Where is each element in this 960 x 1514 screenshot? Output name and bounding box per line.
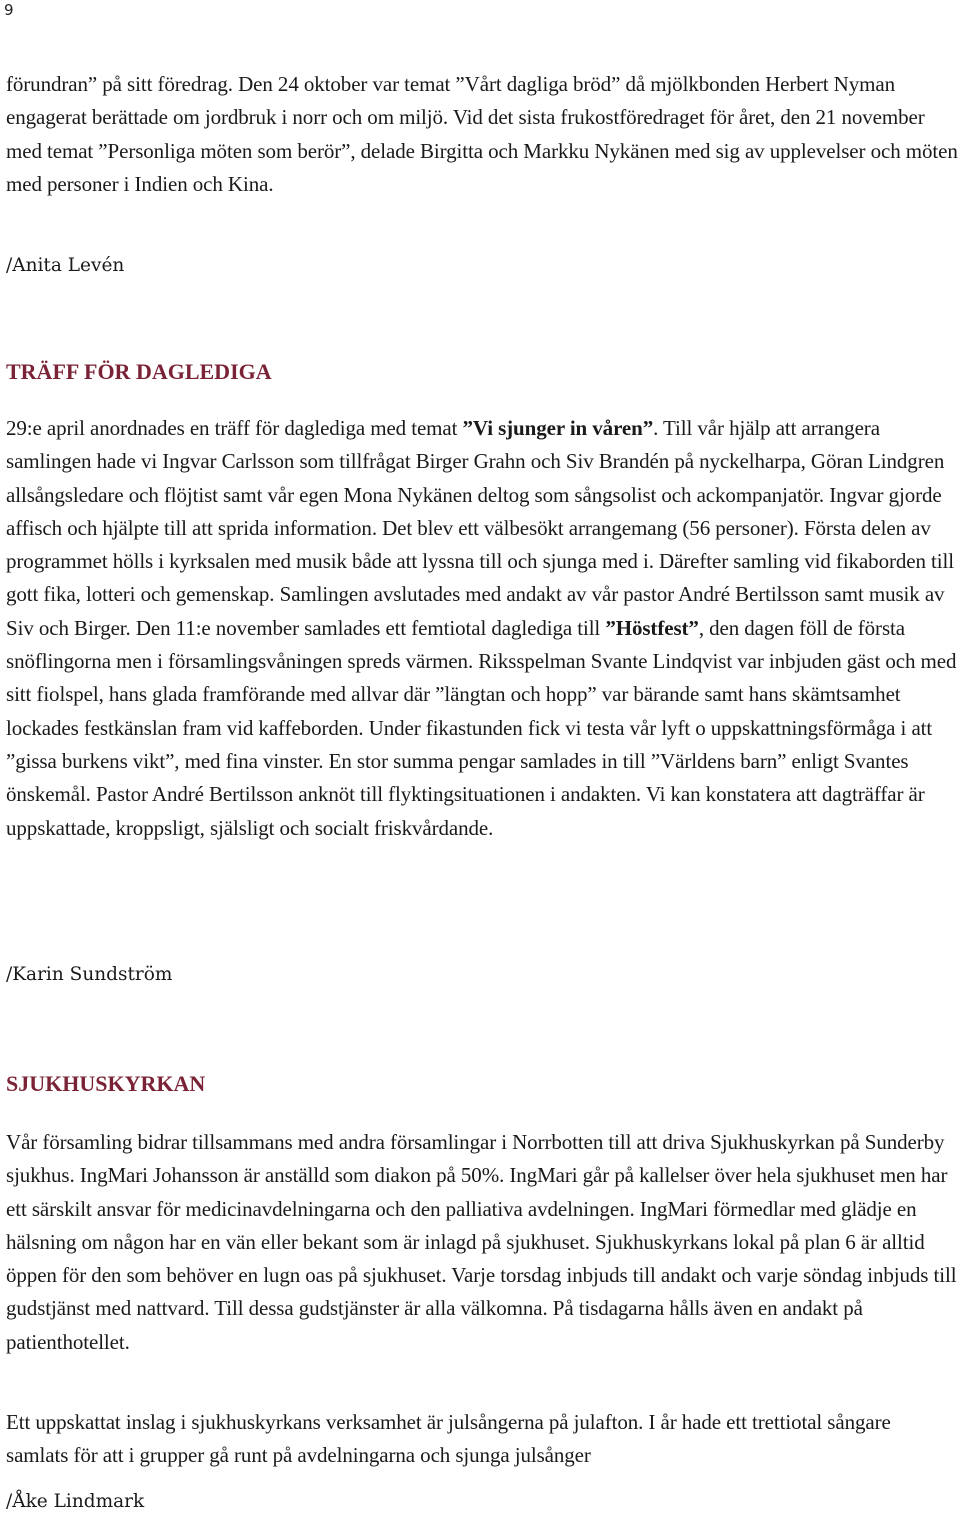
traff-paragraph [6, 412, 958, 845]
traff-text-middle: . Till vår hjälp att arrangera samlingen hade vi Ingvar Carlsson som tillfrågat Birger Grahn och Siv Brandén på nyckelharpa, Göran Lindgren allsångsledare och flöjtist samt vår egen Mona Nykänen deltog som sångsolist och ackompanjatör. Ingvar gjorde affisch och hjälpte till att sprida information. Det blev ett välbesökt arrangemang (56 personer). Första delen av programmet hölls i kyrksalen med musik både att lyssna till och sjunga med i. Därefter samling vid fikaborden till gott fika, lotteri och gemenskap. Samlingen avslutades med andakt av vår pastor André Bertilsson samt musik av Siv och Birger. Den 11:e november samlades ett femtiotal dagledigа till [6, 416, 954, 640]
traff-theme: ”Vi sjunger in våren” [462, 416, 654, 440]
section-heading-traff: TRÄFF FÖR DAGLEDIGA [6, 359, 272, 384]
signature-ake: /Åke Lindmark [6, 1491, 145, 1512]
intro-paragraph: förundran” på sitt föredrag. Den 24 oktober var temat ”Vårt dagliga bröd” då mjölkbonden Herbert Nyman engagerat berättade om jordbruk i norr och om miljö. Vid det sista frukostföredraget för året, den 21 november med temat ”Personliga möten som berör”, delade Birgitta och Markku Nykänen med sig av upplevelser och möten med personer i Indien och Kina. [6, 72, 958, 196]
traff-text-start: 29:e april anordnades en träff för dagledigа med temat [6, 416, 463, 440]
page-number: 9 [4, 1, 14, 19]
traff-hostfest: ”Höstfest” [605, 615, 699, 640]
traff-text-end: , den dagen föll de första snöflingorna men i församlingsvåningen spreds värmen. Riksspelman Svante Lindqvist var inbjuden gäst och med sitt fiolspel, hans glada framförande med allvar där ”längtan och hopp” var bärande samt hans skämtsamhet lockades festkänslan fram vid kaffeborden. Under fikastunden fick vi testa vår lyft o uppskattningsförmåga i att ”gissa burkens vikt”, med fina vinster. En stor summa pengar samlades in till ”Världens barn” enligt Svantes önskemål. Pastor André Bertilsson anknöt till flyktingsituationen i andakten. Vi kan konstatera att dagträffar är uppskattade, kroppsligt, själsligt och socialt friskvårdande. [6, 615, 957, 840]
signature-karin: /Karin Sundström [6, 964, 173, 985]
sjukhus-paragraph-2: Ett uppskattat inslag i sjukhuskyrkans verksamhet är julsångerna på julafton. I år hade ett trettiotal sångare samlats för att i grupper gå runt på avdelningarna och sjunga julsånger [6, 1410, 891, 1468]
section-heading-sjukhuskyrkan: SJUKHUSKYRKAN [6, 1071, 206, 1096]
signature-anita: /Anita Levén [6, 255, 125, 276]
sjukhus-paragraph-1: Vår församling bidrar tillsammans med andra församlingar i Norrbotten till att driva Sjukhuskyrkan på Sunderby sjukhus. IngMari Johansson är anställd som diakon på 50%. IngMari går på kallelser över hela sjukhuset men har ett särskilt ansvar för medicinavdelningarna och den palliativa avdelningen. IngMari förmedlar med glädje en hälsning om någon har en vän eller bekant som är inlagd på sjukhuset. Sjukhuskyrkans lokal på plan 6 är alltid öppen för den som behöver en lugn oas på sjukhuset. Varje torsdag inbjuds till andakt och varje söndag inbjuds till gudstjänst med nattvard. Till dessa gudstjänster är alla välkomna. På tisdagarna hålls även en andakt på patienthotellet. [6, 1130, 957, 1354]
